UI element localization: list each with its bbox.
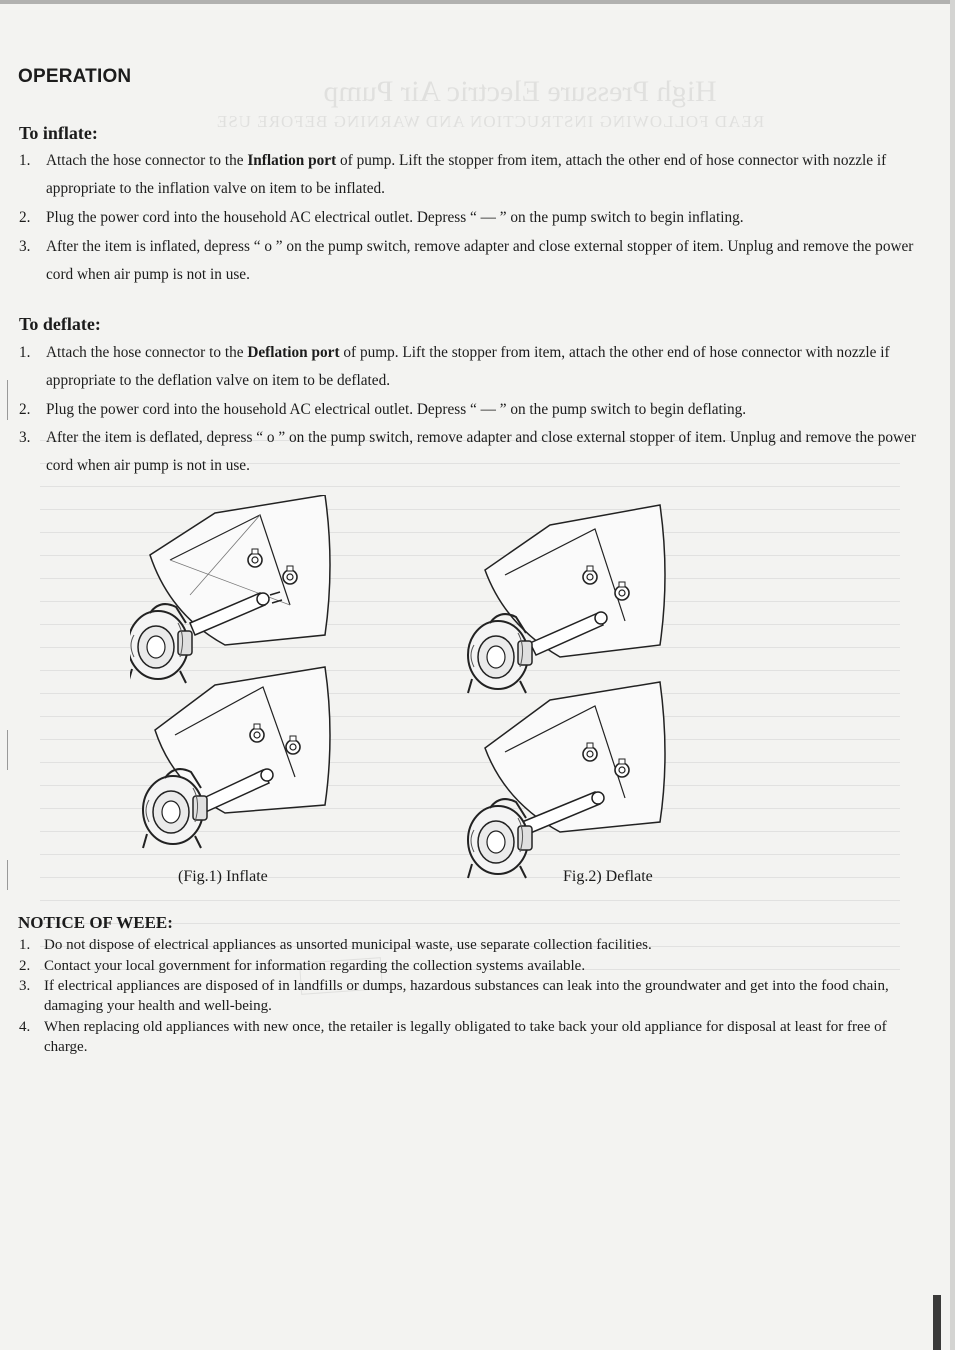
inflation-port-term: Inflation port: [247, 152, 337, 169]
inflate-step-3: [19, 233, 924, 289]
step-text: After the item is deflated, depress “ o ” on the pump switch, remove adapter and close external stopper of item. Unplug and remove the power cord when air pump is not in use.: [46, 429, 916, 474]
pump-figures: [130, 495, 690, 915]
step-text: Plug the power cord into the household AC electrical outlet. Depress “ — ” on the pump switch to begin deflating.: [46, 401, 747, 418]
scan-left-mark: [7, 730, 8, 770]
item-number: 2.: [19, 958, 31, 974]
scan-right-edge: [950, 0, 955, 1350]
step-number: 3.: [19, 429, 31, 446]
page-title: OPERATION: [18, 66, 132, 87]
item-text: When replacing old appliances with new once, the retailer is legally obligated to take back your old appliance for disposal at least for free of charge.: [44, 1019, 887, 1055]
weee-item-4: [19, 1017, 924, 1057]
step-text: Attach the hose connector to the: [46, 344, 248, 361]
weee-item-1: [19, 935, 924, 955]
step-text: of pump. Lift the stopper from item, attach the other end of hose connector with nozzle if appropriate to the inflation valve on item to be inflated.: [46, 152, 887, 197]
step-number: 3.: [19, 238, 31, 255]
weee-item-2: [19, 956, 924, 976]
step-text: of pump. Lift the stopper from item, attach the other end of hose connector with nozzle if appropriate to the deflation valve on item to be deflated.: [46, 344, 890, 389]
deflate-step-2: [19, 396, 924, 424]
weee-item-3: [19, 976, 924, 1016]
item-text: Contact your local government for information regarding the collection systems available.: [44, 958, 586, 974]
deflation-port-term: Deflation port: [247, 344, 340, 361]
item-number: 3.: [19, 978, 31, 994]
step-text: Plug the power cord into the household AC electrical outlet. Depress “ — ” on the pump switch to begin inflating.: [46, 209, 744, 226]
step-text: After the item is inflated, depress “ o ” on the pump switch, remove adapter and close external stopper of item. Unplug and remove the power cord when air pump is not in use.: [46, 238, 914, 283]
step-number: 2.: [19, 401, 31, 418]
deflate-pump-illustration: [468, 505, 665, 693]
scan-left-mark: [7, 860, 8, 890]
deflate-heading: To deflate:: [19, 314, 101, 334]
item-text: If electrical appliances are disposed of in landfills or dumps, hazardous substances can leak into the groundwater and get into the food chain, damaging your health and well-being.: [44, 978, 889, 1014]
step-number: 2.: [19, 209, 31, 226]
inflate-pump-illustration: [143, 667, 330, 848]
deflate-step-3: [19, 424, 924, 480]
item-text: Do not dispose of electrical appliances as unsorted municipal waste, use separate collection facilities.: [44, 937, 652, 953]
inflate-heading: To inflate:: [19, 123, 98, 143]
inflate-pump-illustration: [130, 495, 330, 683]
step-text: Attach the hose connector to the: [46, 152, 248, 169]
scan-top-edge: [0, 0, 955, 4]
inflate-step-1: [19, 147, 924, 203]
weee-notice-heading: NOTICE OF WEEE:: [18, 913, 173, 932]
inflate-step-2: [19, 204, 924, 232]
item-number: 4.: [19, 1019, 31, 1035]
item-number: 1.: [19, 937, 31, 953]
step-number: 1.: [19, 344, 31, 361]
show-through-title: High Pressure Electric Air Pump: [323, 75, 717, 108]
scan-binding-mark: [933, 1295, 941, 1350]
deflate-pump-illustration: [468, 682, 665, 878]
deflate-step-1: [19, 339, 924, 395]
fig1-caption: (Fig.1) Inflate: [178, 868, 268, 885]
show-through-subtitle: READ FOLLOWING INSTRUCTION AND WARNING BEFORE USE: [215, 112, 765, 131]
fig2-caption: Fig.2) Deflate: [563, 868, 653, 885]
step-number: 1.: [19, 152, 31, 169]
scan-left-mark: [7, 380, 8, 420]
